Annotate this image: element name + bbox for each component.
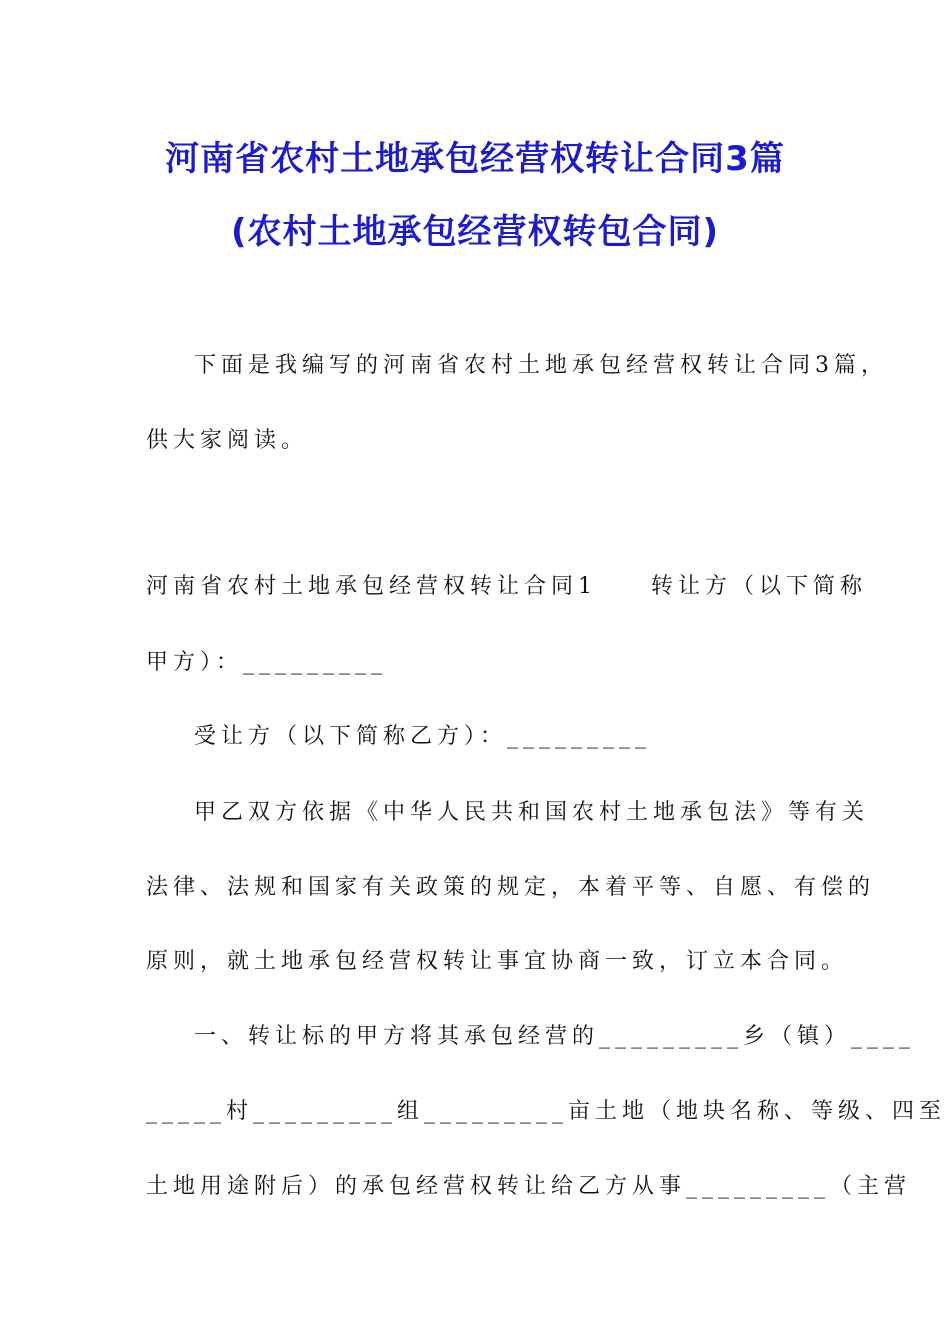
body-line: 土地用途附后）的承包经营权转让给乙方从事_________（主营 (146, 1174, 912, 1199)
document-subtitle: (农村土地承包经营权转包合同) (230, 212, 720, 252)
body-line: 河南省农村土地承包经营权转让合同1 转让方（以下简称 (146, 574, 867, 599)
body-line: 甲方）：_________ (146, 650, 388, 675)
body-line: 甲乙双方依据《中华人民共和国农村土地承包法》等有关 (194, 800, 870, 825)
body-line: 受让方（以下简称乙方）：_________ (194, 724, 652, 749)
body-line: 一、转让标的甲方将其承包经营的_________乡（镇）____ (194, 1024, 916, 1049)
document-title: 河南省农村土地承包经营权转让合同3篇 (165, 139, 785, 179)
body-line: 供大家阅读。 (146, 428, 309, 453)
body-line: _____村_________组_________亩土地（地块名称、等级、四至 (146, 1099, 947, 1124)
body-line: 原则，就土地承包经营权转让事宜协商一致，订立本合同。 (146, 949, 849, 974)
body-line: 法律、法规和国家有关政策的规定，本着平等、自愿、有偿的 (146, 875, 876, 900)
body-line: 下面是我编写的河南省农村土地承包经营权转让合同3篇， (194, 353, 888, 378)
